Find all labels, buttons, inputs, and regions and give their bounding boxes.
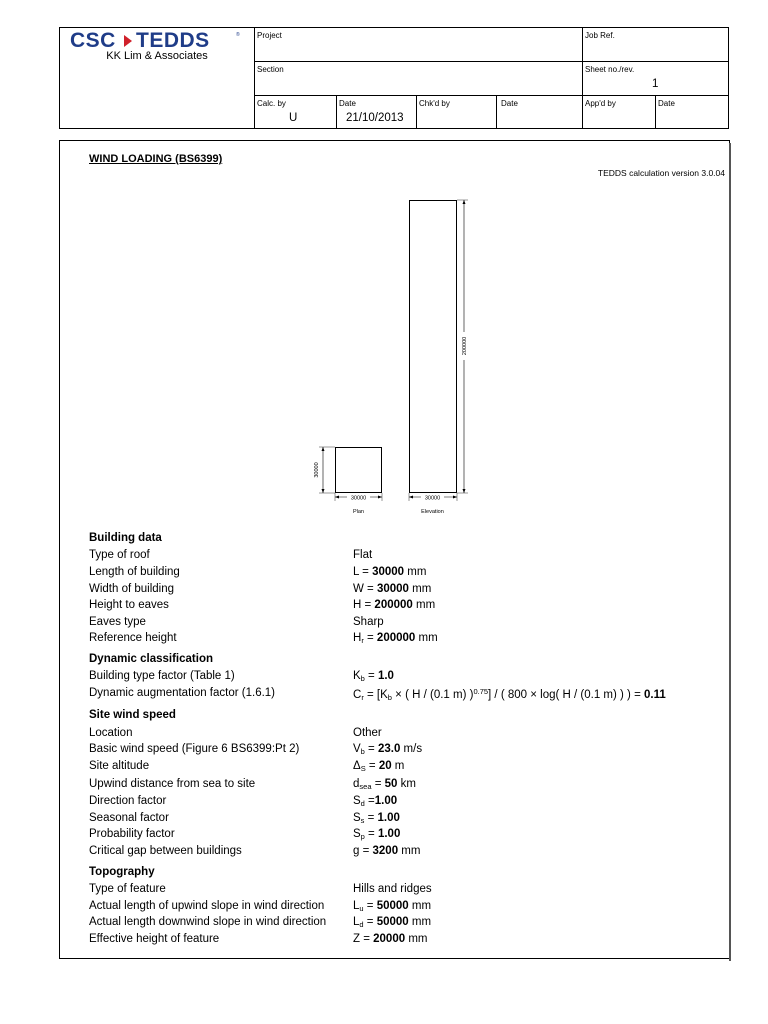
calc-by-label: Calc. by: [257, 99, 286, 108]
date-label: Date: [339, 99, 356, 108]
row-critical-gap: Critical gap between buildings g = 3200 mm: [89, 845, 421, 857]
elevation-outline: [410, 201, 457, 493]
appd-by-label: App'd by: [585, 99, 616, 108]
svg-text:CSC: CSC: [70, 29, 116, 52]
calc-by-value: U: [289, 112, 298, 124]
row-effective-height: Effective height of feature Z = 20000 mm: [89, 933, 428, 945]
plan-depth-dim: 30000: [314, 462, 320, 478]
version-note: TEDDS calculation version 3.0.04: [597, 168, 725, 178]
job-ref-label: Job Ref.: [585, 31, 615, 40]
row-probability-factor: Probability factor $S_p = 1.00$: [89, 828, 401, 841]
row-type-of-feature: Type of feature Hills and ridges: [89, 883, 432, 895]
csc-tedds-logo: [68, 28, 243, 52]
date2-label: Date: [501, 99, 518, 108]
row-upwind-slope: Actual length of upwind slope in wind direction $L_u = 50000$ mm: [89, 900, 432, 913]
section-dynamic-classification: Dynamic classification: [89, 653, 213, 665]
chkd-by-label: Chk'd by: [419, 99, 450, 108]
section-site-wind-speed: Site wind speed: [89, 709, 176, 721]
section-label: Section: [257, 65, 284, 74]
sheet-label: Sheet no./rev.: [585, 65, 635, 74]
row-basic-wind-speed: Basic wind speed (Figure 6 BS6399:Pt 2) $V_b = 23.0$ m/s: [89, 743, 423, 756]
building-drawing: [300, 190, 500, 520]
elevation-height-dim: 200000: [462, 336, 468, 356]
row-type-of-roof: Type of roof Flat: [89, 549, 373, 561]
row-dynamic-augmentation: Dynamic augmentation factor (1.6.1) $C_r = [K_b$ × ( H / (0.1 m) )$^{0.75}$] / ( 800 × log( H / (0.1 m) ) ) = 0.11: [89, 687, 666, 702]
row-location: Location Other: [89, 727, 382, 739]
company-name: KK Lim & Associates: [106, 50, 208, 62]
section-topography: Topography: [89, 866, 155, 878]
row-direction-factor: Direction factor $S_d =1.00$: [89, 795, 398, 808]
title-block: [59, 27, 729, 129]
section-building-data: Building data: [89, 532, 162, 544]
row-reference-height: Reference height $H_r = 200000$ mm: [89, 632, 438, 645]
date3-label: Date: [658, 99, 675, 108]
svg-text:®: ®: [236, 32, 240, 38]
sheet-value: 1: [652, 78, 659, 90]
elevation-label: Elevation: [421, 509, 444, 515]
page-title: WIND LOADING (BS6399): [89, 153, 223, 165]
row-length: Length of building L = 30000 mm: [89, 566, 427, 578]
row-height: Height to eaves H = 200000 mm: [89, 599, 436, 611]
row-site-altitude: Site altitude $\Delta_S = 20$ m: [89, 760, 405, 773]
row-distance-from-sea: Upwind distance from sea to site $d_{sea} = 50$ km: [89, 778, 416, 791]
svg-text:TEDDS: TEDDS: [136, 29, 210, 52]
row-building-type-factor: Building type factor (Table 1) $K_b = 1.0$: [89, 670, 394, 683]
elevation-width-dim: 30000: [424, 495, 441, 502]
plan-label: Plan: [352, 509, 365, 515]
plan-width-dim: 30000: [350, 495, 367, 502]
plan-outline: [336, 448, 382, 493]
row-downwind-slope: Actual length downwind slope in wind direction $L_d = 50000$ mm: [89, 916, 432, 929]
row-seasonal-factor: Seasonal factor $S_s = 1.00$: [89, 812, 400, 825]
row-eaves: Eaves type Sharp: [89, 616, 384, 628]
row-width: Width of building W = 30000 mm: [89, 583, 432, 595]
project-label: Project: [257, 31, 282, 40]
date-value: 21/10/2013: [346, 112, 404, 124]
